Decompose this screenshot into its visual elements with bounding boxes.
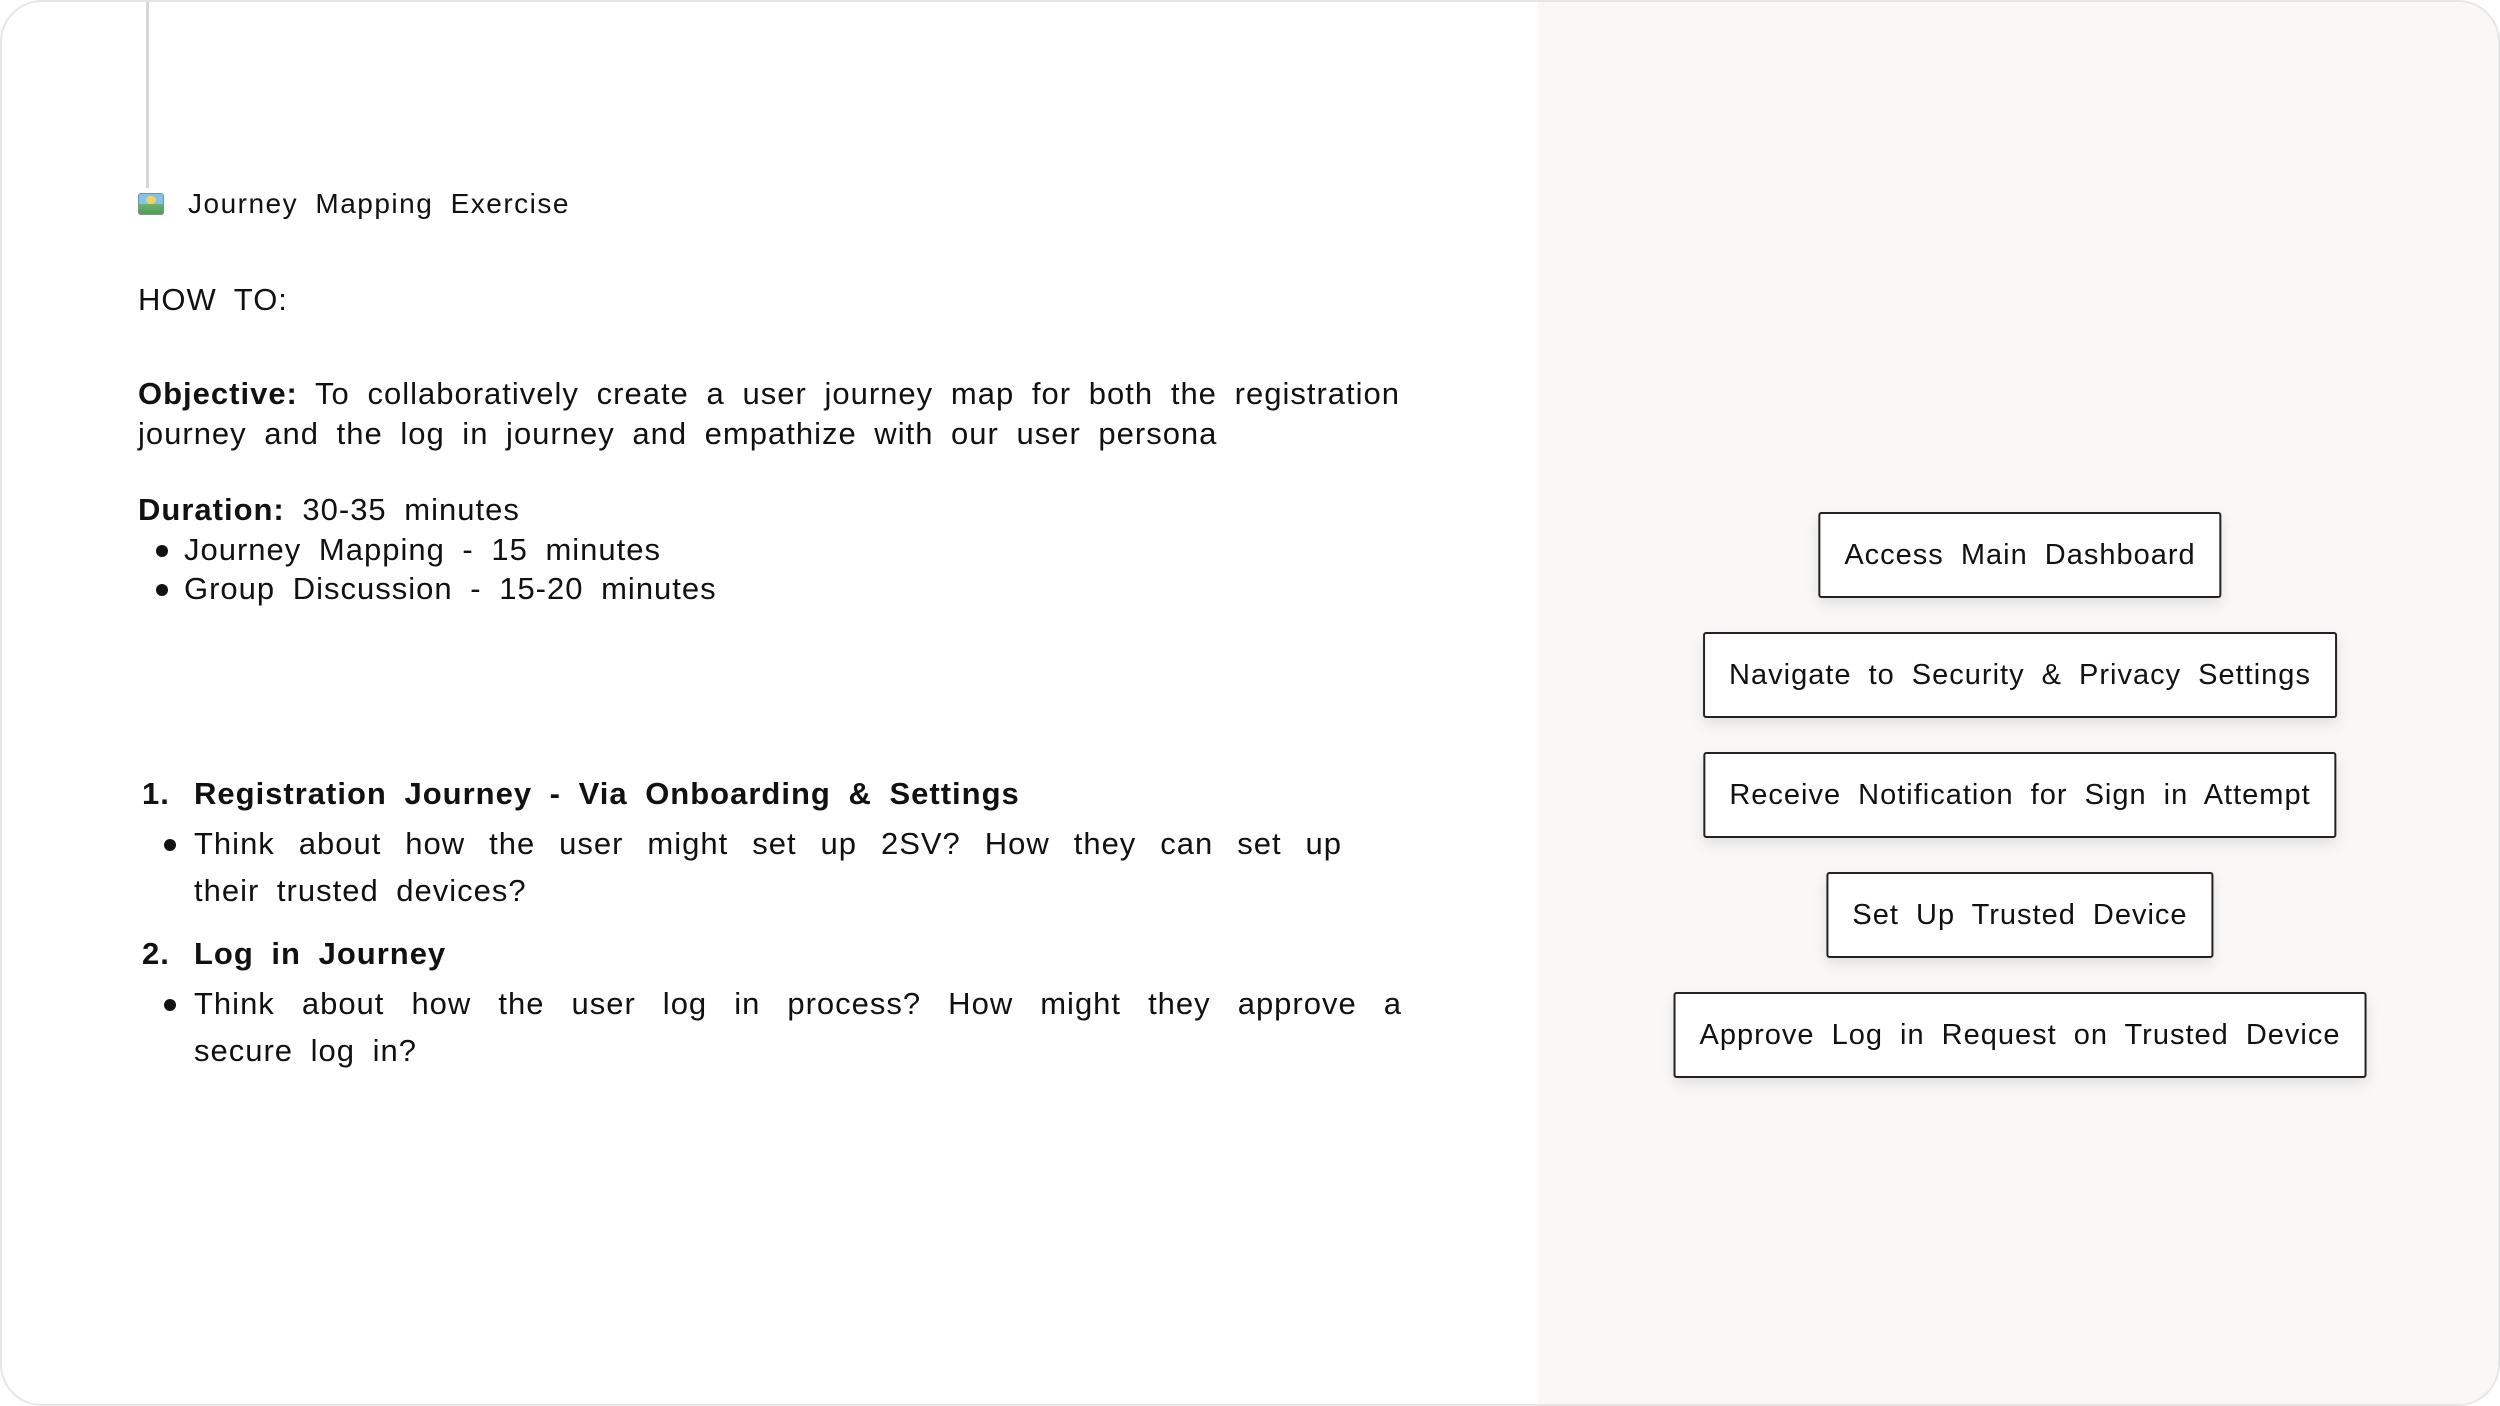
how-to-heading: HOW TO: bbox=[138, 282, 288, 317]
world-map-icon bbox=[138, 193, 164, 215]
step-card-security-privacy-settings[interactable]: Navigate to Security & Privacy Settings bbox=[1703, 632, 2337, 718]
duration-value: 30-35 minutes bbox=[302, 492, 520, 527]
vertical-divider-line bbox=[146, 2, 149, 188]
section-title: Log in Journey bbox=[194, 936, 447, 971]
duration-line bbox=[138, 490, 717, 530]
step-card-approve-log-in-request[interactable]: Approve Log in Request on Trusted Device bbox=[1674, 992, 2367, 1078]
section-heading bbox=[142, 934, 1402, 974]
step-card-set-up-trusted-device[interactable]: Set Up Trusted Device bbox=[1826, 872, 2213, 958]
document-title-row bbox=[138, 188, 570, 220]
list-item bbox=[138, 530, 717, 569]
section-bullet-text: Think about how the user might set up 2SV? How they can set up their trusted devices? bbox=[194, 826, 1342, 908]
bullet-icon bbox=[156, 545, 168, 557]
section-bullet bbox=[142, 980, 1402, 1074]
section-heading bbox=[142, 774, 1342, 814]
section-bullet-text: Think about how the user log in process? How might they approve a secure log in? bbox=[194, 986, 1402, 1068]
duration-label: Duration: bbox=[138, 492, 285, 527]
left-document-panel bbox=[2, 2, 1538, 1404]
duration-list bbox=[138, 530, 717, 608]
log-in-journey-section bbox=[142, 934, 1402, 1074]
list-item bbox=[138, 569, 717, 608]
duration-block bbox=[138, 490, 717, 608]
bullet-icon bbox=[164, 839, 176, 851]
step-card-sign-in-notification[interactable]: Receive Notification for Sign in Attempt bbox=[1703, 752, 2336, 838]
journey-step-list bbox=[1538, 2, 2500, 1404]
section-bullet bbox=[142, 820, 1342, 914]
bullet-icon bbox=[164, 999, 176, 1011]
document-title: Journey Mapping Exercise bbox=[188, 188, 570, 219]
step-card-access-main-dashboard[interactable]: Access Main Dashboard bbox=[1818, 512, 2221, 598]
registration-journey-section bbox=[142, 774, 1342, 914]
objective-label: Objective: bbox=[138, 376, 298, 411]
list-item-text: Journey Mapping - 15 minutes bbox=[184, 532, 662, 567]
objective-text: To collaboratively create a user journey map for both the registration journey and the log in journey and empathize with our user persona bbox=[138, 376, 1400, 451]
bullet-icon bbox=[156, 584, 168, 596]
section-title: Registration Journey - Via Onboarding & Settings bbox=[194, 776, 1020, 811]
journey-board-panel bbox=[1538, 2, 2500, 1404]
list-item-text: Group Discussion - 15-20 minutes bbox=[184, 571, 717, 606]
objective-paragraph bbox=[138, 374, 1400, 454]
section-number: 1. bbox=[142, 776, 170, 811]
section-number: 2. bbox=[142, 936, 170, 971]
